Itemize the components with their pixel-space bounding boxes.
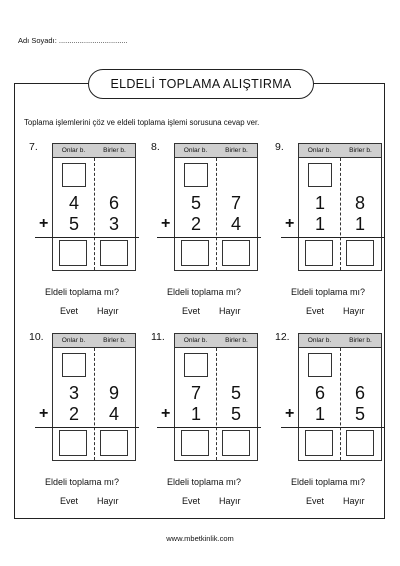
addend1-tens: 4: [68, 193, 79, 213]
name-field[interactable]: Adı Soyadı: .................................: [18, 36, 128, 45]
yes-option[interactable]: Evet: [306, 306, 325, 316]
yes-option[interactable]: Evet: [60, 306, 79, 316]
addend1-ones: 7: [230, 193, 241, 213]
addend2-tens: 5: [68, 214, 79, 234]
column-divider: [340, 348, 341, 460]
ones-header: Birler b.: [216, 144, 257, 158]
addend2-ones: 3: [108, 214, 119, 234]
sum-line: [35, 427, 139, 428]
tens-header: Onlar b.: [53, 144, 95, 158]
column-divider: [340, 158, 341, 270]
carry-box[interactable]: [184, 353, 208, 377]
answer-tens-box[interactable]: [59, 240, 87, 266]
problem-number: 7.: [29, 141, 38, 153]
no-option[interactable]: Hayır: [343, 306, 365, 316]
addend2-ones: 4: [230, 214, 241, 234]
problem-number: 12.: [275, 331, 290, 343]
sum-line: [281, 427, 385, 428]
carry-question: Eldeli toplama mı?: [45, 477, 120, 487]
tens-header: Onlar b.: [175, 334, 217, 348]
plus-sign: +: [161, 215, 171, 232]
addend2-ones: 5: [230, 404, 241, 424]
problem-number: 11.: [151, 331, 165, 343]
answer-ones-box[interactable]: [346, 240, 374, 266]
addend1-tens: 3: [68, 383, 79, 403]
problem-number: 10.: [29, 331, 44, 343]
column-divider: [94, 158, 95, 270]
carry-question: Eldeli toplama mı?: [45, 287, 120, 297]
problem-card: [275, 331, 385, 506]
answer-ones-box[interactable]: [100, 430, 128, 456]
addend1-tens: 7: [190, 383, 201, 403]
addend1-ones: 6: [354, 383, 365, 403]
addend2-ones: 1: [354, 214, 365, 234]
problem-card: [275, 141, 385, 316]
answer-tens-box[interactable]: [181, 240, 209, 266]
addend2-tens: 1: [190, 404, 201, 424]
plus-sign: +: [39, 405, 49, 422]
answer-tens-box[interactable]: [181, 430, 209, 456]
yes-option[interactable]: Evet: [306, 496, 325, 506]
column-divider: [216, 348, 217, 460]
answer-ones-box[interactable]: [222, 240, 250, 266]
carry-box[interactable]: [62, 353, 86, 377]
sum-line: [157, 237, 261, 238]
addend1-ones: 6: [108, 193, 119, 213]
addend2-tens: 2: [68, 404, 79, 424]
worksheet-title: ELDELİ TOPLAMA ALIŞTIRMA: [88, 69, 314, 99]
carry-box[interactable]: [308, 163, 332, 187]
ones-header: Birler b.: [94, 144, 135, 158]
carry-question: Eldeli toplama mı?: [291, 287, 366, 297]
answer-ones-box[interactable]: [346, 430, 374, 456]
carry-box[interactable]: [184, 163, 208, 187]
yes-option[interactable]: Evet: [60, 496, 79, 506]
addend1-tens: 6: [314, 383, 325, 403]
addend1-tens: 5: [190, 193, 201, 213]
carry-question: Eldeli toplama mı?: [167, 287, 242, 297]
carry-question: Eldeli toplama mı?: [167, 477, 242, 487]
answer-tens-box[interactable]: [305, 240, 333, 266]
no-option[interactable]: Hayır: [219, 306, 241, 316]
footer-url: www.mbetkinlik.com: [166, 534, 234, 543]
sum-line: [157, 427, 261, 428]
problem-card: [29, 331, 139, 506]
instruction-text: Toplama işlemlerini çöz ve eldeli toplama işlemi sorusuna cevap ver.: [24, 118, 260, 127]
answer-ones-box[interactable]: [222, 430, 250, 456]
carry-box[interactable]: [308, 353, 332, 377]
problem-number: 8.: [151, 141, 160, 153]
no-option[interactable]: Hayır: [219, 496, 241, 506]
addend2-tens: 1: [314, 214, 325, 234]
yes-option[interactable]: Evet: [182, 306, 201, 316]
no-option[interactable]: Hayır: [97, 496, 119, 506]
ones-header: Birler b.: [94, 334, 135, 348]
sum-line: [35, 237, 139, 238]
answer-tens-box[interactable]: [305, 430, 333, 456]
problem-card: [151, 331, 261, 506]
carry-question: Eldeli toplama mı?: [291, 477, 366, 487]
addend1-ones: 8: [354, 193, 365, 213]
addend1-ones: 5: [230, 383, 241, 403]
plus-sign: +: [39, 215, 49, 232]
plus-sign: +: [161, 405, 171, 422]
tens-header: Onlar b.: [299, 144, 341, 158]
column-divider: [94, 348, 95, 460]
problem-card: [151, 141, 261, 316]
carry-box[interactable]: [62, 163, 86, 187]
sum-line: [281, 237, 385, 238]
tens-header: Onlar b.: [299, 334, 341, 348]
answer-ones-box[interactable]: [100, 240, 128, 266]
problem-card: [29, 141, 139, 316]
problem-number: 9.: [275, 141, 284, 153]
plus-sign: +: [285, 215, 295, 232]
addend1-tens: 1: [314, 193, 325, 213]
no-option[interactable]: Hayır: [97, 306, 119, 316]
no-option[interactable]: Hayır: [343, 496, 365, 506]
ones-header: Birler b.: [216, 334, 257, 348]
answer-tens-box[interactable]: [59, 430, 87, 456]
addend2-tens: 2: [190, 214, 201, 234]
tens-header: Onlar b.: [175, 144, 217, 158]
column-divider: [216, 158, 217, 270]
plus-sign: +: [285, 405, 295, 422]
ones-header: Birler b.: [340, 144, 381, 158]
addend2-tens: 1: [314, 404, 325, 424]
tens-header: Onlar b.: [53, 334, 95, 348]
ones-header: Birler b.: [340, 334, 381, 348]
addend1-ones: 9: [108, 383, 119, 403]
addend2-ones: 5: [354, 404, 365, 424]
yes-option[interactable]: Evet: [182, 496, 201, 506]
addend2-ones: 4: [108, 404, 119, 424]
